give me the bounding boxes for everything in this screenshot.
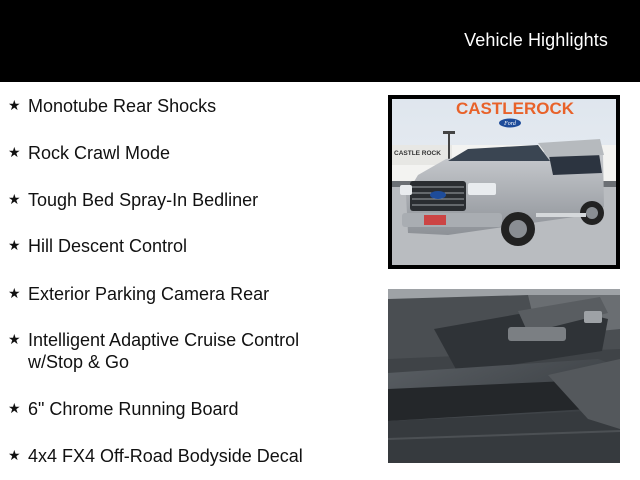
star-icon: ★	[8, 285, 21, 301]
feature-text-line1: Intelligent Adaptive Cruise Control	[28, 330, 300, 350]
feature-item	[8, 398, 338, 420]
feature-item	[8, 329, 338, 373]
feature-text: 6" Chrome Running Board	[28, 399, 239, 419]
feature-item	[8, 189, 338, 211]
feature-text: Hill Descent Control	[28, 236, 188, 256]
star-icon: ★	[8, 144, 21, 160]
ford-badge: Ford	[504, 121, 516, 127]
door-interior-photo	[388, 289, 620, 463]
feature-text: 4x4 FX4 Off-Road Bodyside Decal	[28, 446, 303, 466]
star-icon: ★	[8, 447, 21, 463]
castlerock-sign: CASTLEROCK	[456, 99, 575, 118]
feature-text: Rock Crawl Mode	[28, 143, 171, 163]
feature-text: Monotube Rear Shocks	[28, 96, 217, 116]
header-bar	[0, 0, 640, 82]
feature-item	[8, 283, 338, 305]
feature-item	[8, 142, 338, 164]
feature-text: Exterior Parking Camera Rear	[28, 284, 270, 304]
feature-text: Tough Bed Spray-In Bedliner	[28, 190, 259, 210]
star-icon: ★	[8, 331, 21, 347]
feature-item	[8, 95, 338, 117]
feature-text	[28, 329, 299, 373]
star-icon: ★	[8, 400, 21, 416]
feature-text-line2: w/Stop & Go	[28, 352, 130, 372]
feature-item	[8, 445, 338, 467]
star-icon: ★	[8, 97, 21, 113]
feature-item	[8, 235, 338, 257]
star-icon: ★	[8, 237, 21, 253]
star-icon: ★	[8, 191, 21, 207]
header-title: Vehicle Highlights	[464, 30, 608, 50]
truck-photo	[388, 95, 620, 269]
building-sign: CASTLE ROCK	[394, 150, 441, 157]
